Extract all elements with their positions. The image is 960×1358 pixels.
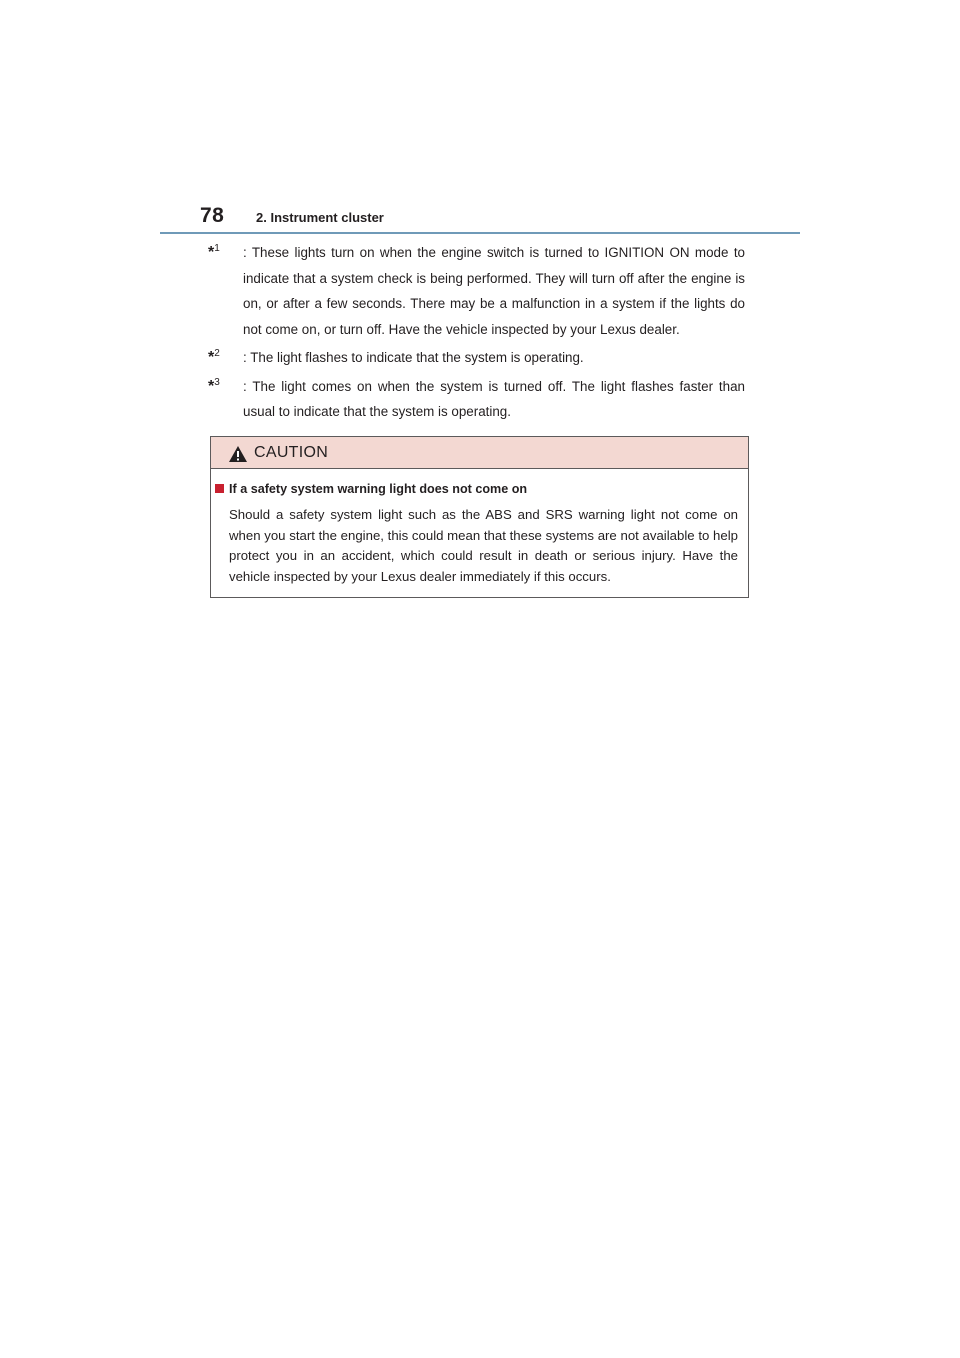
caution-heading-text: If a safety system warning light does not come on xyxy=(229,482,528,496)
caution-text: Should a safety system light such as the ABS and SRS warning light not come on when you start the engine, this could mean that these systems are not available to help protect you in an accident, which could result in death or serious injury. Have the vehicle inspected by your Lexus dealer immediately if this occurs. xyxy=(229,507,738,584)
page-number: 78 xyxy=(200,204,225,227)
page-header xyxy=(160,198,800,234)
footnote-1 xyxy=(208,240,745,342)
header-divider xyxy=(160,232,800,234)
section-title: 2. Instrument cluster xyxy=(256,210,384,225)
footnote-3 xyxy=(208,374,745,425)
footnote-text: : These lights turn on when the engine switch is turned to IGNITION ON mode to indicate that a system check is being performed. They will turn off after the engine is on, or after a few seconds. There may be a malfunction in a system if the lights do not come on, or turn off. Have the vehicle inspected by your Lexus dealer. xyxy=(243,245,745,337)
footnote-text: : The light flashes to indicate that the system is operating. xyxy=(243,350,584,365)
footnote-2 xyxy=(208,345,745,371)
footnote-marker: *$^2$ xyxy=(208,348,220,366)
footnote-marker: *$^3$ xyxy=(208,376,220,395)
footnote-marker: *$^1$ xyxy=(208,243,220,261)
footnote-text: : The light comes on when the system is turned off. The light flashes faster than usual to indicate that the system is operating. xyxy=(243,378,745,419)
caution-title: CAUTION xyxy=(254,444,329,461)
caution-heading xyxy=(211,479,748,499)
caution-box xyxy=(210,436,749,598)
caution-body xyxy=(211,479,748,587)
square-bullet-icon xyxy=(215,484,224,493)
warning-triangle-icon xyxy=(228,445,248,463)
caution-header xyxy=(211,437,748,469)
footnotes xyxy=(208,240,745,428)
